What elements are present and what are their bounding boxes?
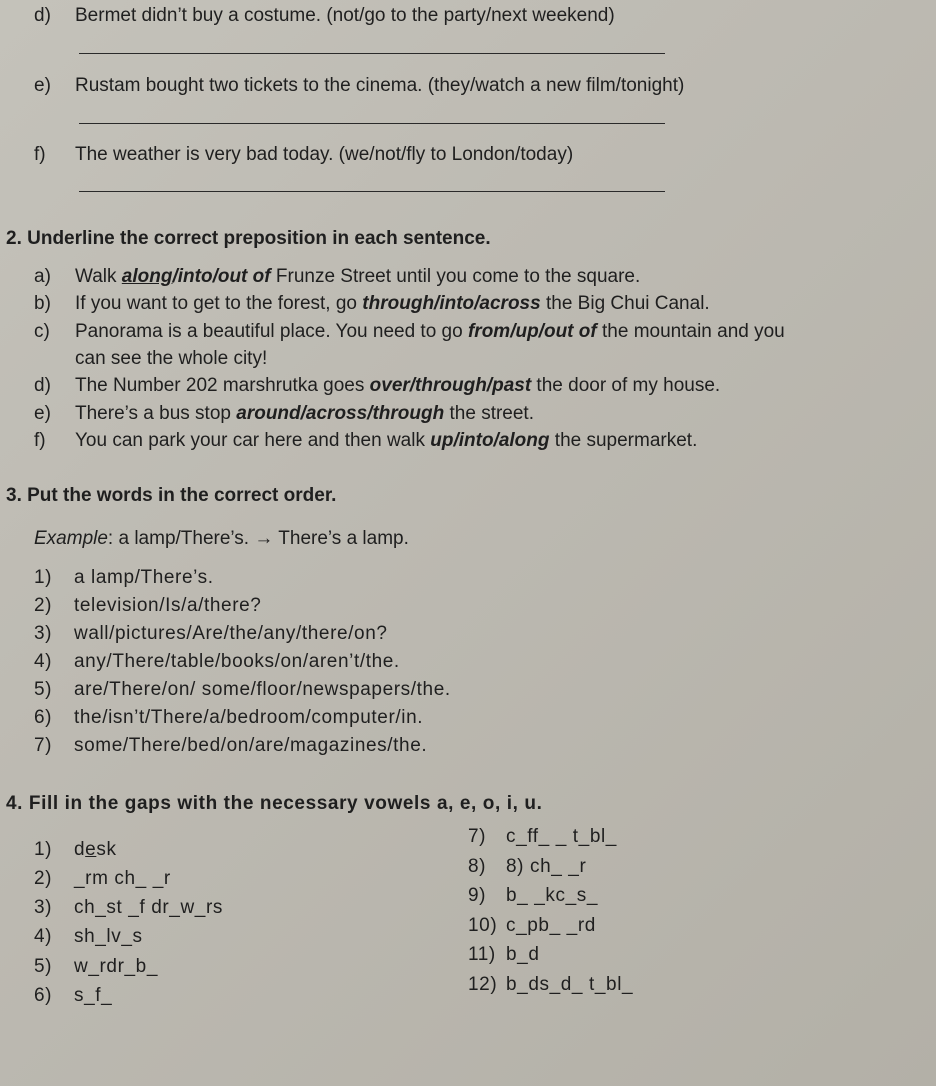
item-text: The weather is very bad today. (we/not/fly to London/today) xyxy=(75,144,574,165)
gap-word[interactable]: b_ _kc_s_ xyxy=(506,885,599,906)
item-label: 6) xyxy=(34,985,53,1006)
gap-word[interactable]: 8) ch_ _r xyxy=(506,856,587,877)
answer-line-e[interactable] xyxy=(79,123,665,124)
sentence-end: the mountain and you xyxy=(596,321,785,342)
item-label: 1) xyxy=(34,567,53,588)
filled-vowel[interactable]: e xyxy=(85,839,97,860)
s3-item-2 xyxy=(34,594,261,618)
s4-right-item-12 xyxy=(468,973,633,997)
item-text: the/isn’t/There/a/bedroom/computer/in. xyxy=(74,707,424,728)
item-label: f) xyxy=(34,144,46,165)
item-text: some/There/bed/on/are/magazines/the. xyxy=(74,735,428,756)
sentence-end: the door of my house. xyxy=(531,375,721,396)
section-4-title: 4. Fill in the gaps with the necessary vowels a, e, o, i, u. xyxy=(6,793,543,814)
gap-word[interactable]: s_f_ xyxy=(74,985,113,1006)
item-label: 1) xyxy=(34,839,53,860)
item-label: 8) xyxy=(468,856,487,877)
example-label: Example xyxy=(34,528,108,549)
s3-item-3 xyxy=(34,622,388,646)
item-label: 6) xyxy=(34,707,53,728)
item-text: television/Is/a/there? xyxy=(74,595,262,616)
item-text: a lamp/There’s. xyxy=(74,567,214,588)
s4-right-item-9 xyxy=(468,884,598,908)
preposition-options[interactable]: over/through/past xyxy=(369,375,532,396)
s4-right-item-7 xyxy=(468,825,617,849)
item-label: 3) xyxy=(34,897,53,918)
item-label: 7) xyxy=(468,826,487,847)
sentence-start: There’s a bus stop xyxy=(75,403,237,424)
preposition-options[interactable]: from/up/out of xyxy=(467,321,597,342)
sentence-end: the supermarket. xyxy=(549,430,698,451)
s4-left-item-6 xyxy=(34,984,112,1008)
preposition-options[interactable]: around/across/through xyxy=(236,403,445,424)
sentence-start: The Number 202 marshrutka goes xyxy=(75,375,370,396)
item-label: a) xyxy=(34,266,51,287)
underlined-choice[interactable]: along xyxy=(121,266,173,287)
example-text: : a lamp/There’s. → There’s a lamp. xyxy=(107,528,409,549)
sentence-start: Walk xyxy=(75,266,122,287)
s3-item-5 xyxy=(34,678,451,702)
s1-item-d xyxy=(34,4,615,28)
s4-left-item-4 xyxy=(34,925,143,949)
gap-word[interactable]: sh_lv_s xyxy=(74,926,143,947)
gap-word[interactable]: b_ds_d_ t_bl_ xyxy=(506,974,634,995)
answer-line-d[interactable] xyxy=(79,53,665,54)
section-2-title: 2. Underline the correct preposition in each sentence. xyxy=(6,228,491,249)
item-text: wall/pictures/Are/the/any/there/on? xyxy=(74,623,388,644)
gap-word[interactable]: c_ff_ _ t_bl_ xyxy=(506,826,617,847)
s4-right-item-10 xyxy=(468,914,596,938)
item-label: 4) xyxy=(34,926,53,947)
answer-line-f[interactable] xyxy=(79,191,665,192)
s2-item-c xyxy=(34,320,785,344)
s3-example xyxy=(34,527,409,551)
item-label: 4) xyxy=(34,651,53,672)
item-label: 12) xyxy=(468,974,498,995)
item-label: f) xyxy=(34,430,46,451)
sentence-end: Frunze Street until you come to the square. xyxy=(270,266,641,287)
gap-word[interactable]: b_d xyxy=(506,944,540,965)
item-label: 2) xyxy=(34,595,53,616)
s2-item-e xyxy=(34,402,534,426)
gap-word-start: d xyxy=(74,839,86,860)
item-text: any/There/table/books/on/aren’t/the. xyxy=(74,651,400,672)
s4-right-item-11 xyxy=(468,943,540,967)
s4-left-item-3 xyxy=(34,896,223,920)
s1-item-f xyxy=(34,143,573,167)
s1-item-e xyxy=(34,74,684,98)
gap-word[interactable]: c_pb_ _rd xyxy=(506,915,596,936)
item-label: 9) xyxy=(468,885,487,906)
sentence-end: the street. xyxy=(444,403,534,424)
preposition-options[interactable]: through/into/across xyxy=(362,293,541,314)
sentence-start: Panorama is a beautiful place. You need to go xyxy=(75,321,468,342)
item-text: Rustam bought two tickets to the cinema. (they/watch a new film/tonight) xyxy=(75,75,685,96)
s2-item-a xyxy=(34,265,640,289)
item-label: b) xyxy=(34,293,51,314)
item-label: 11) xyxy=(468,944,496,965)
item-label: 2) xyxy=(34,868,53,889)
section-3-title: 3. Put the words in the correct order. xyxy=(6,485,337,506)
s3-item-4 xyxy=(34,650,400,674)
s4-left-item-2 xyxy=(34,867,171,891)
preposition-options[interactable]: /into/out of xyxy=(172,266,271,287)
item-label: 7) xyxy=(34,735,53,756)
s4-left-item-1 xyxy=(34,838,117,862)
item-label: e) xyxy=(34,403,51,424)
s2-item-d xyxy=(34,374,720,398)
item-text: are/There/on/ some/floor/newspapers/the. xyxy=(74,679,451,700)
item-label: 5) xyxy=(34,956,53,977)
preposition-options[interactable]: up/into/along xyxy=(430,430,550,451)
s2-item-f xyxy=(34,429,697,453)
item-text: Bermet didn’t buy a costume. (not/go to the party/next weekend) xyxy=(75,5,615,26)
item-label: e) xyxy=(34,75,51,96)
gap-word-end: sk xyxy=(96,839,117,860)
s3-item-1 xyxy=(34,566,214,590)
item-label: d) xyxy=(34,375,51,396)
item-label: 10) xyxy=(468,915,498,936)
gap-word[interactable]: w_rdr_b_ xyxy=(74,956,159,977)
item-label: d) xyxy=(34,5,51,26)
gap-word[interactable]: _rm ch_ _r xyxy=(74,868,171,889)
s3-item-7 xyxy=(34,734,427,758)
sentence-start: You can park your car here and then walk xyxy=(75,430,431,451)
gap-word[interactable]: ch_st _f dr_w_rs xyxy=(74,897,223,918)
item-label: c) xyxy=(34,321,50,342)
item-label: 5) xyxy=(34,679,53,700)
s2-item-b xyxy=(34,292,710,316)
sentence-end: the Big Chui Canal. xyxy=(540,293,710,314)
s4-left-item-5 xyxy=(34,955,158,979)
sentence-start: If you want to get to the forest, go xyxy=(75,293,363,314)
s4-right-item-8 xyxy=(468,855,586,879)
item-label: 3) xyxy=(34,623,53,644)
s2-item-c-line2: can see the whole city! xyxy=(75,348,268,369)
s3-item-6 xyxy=(34,706,423,730)
